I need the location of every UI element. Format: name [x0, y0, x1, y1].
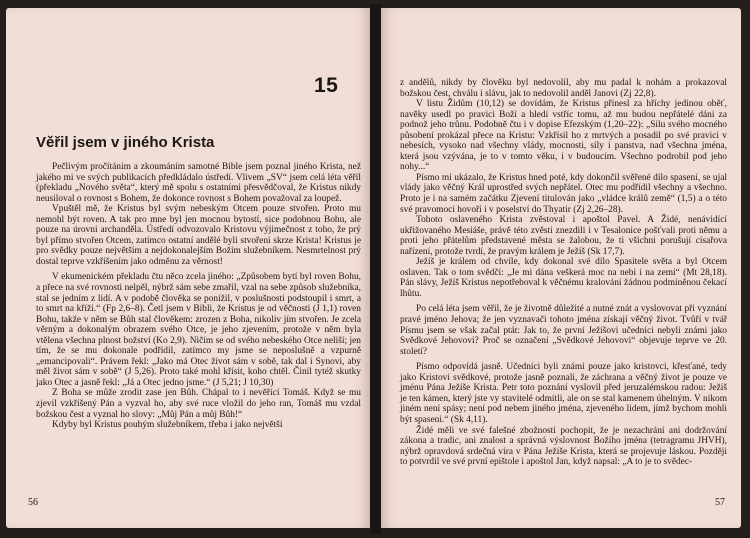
paragraph: Z Boha se může zrodit zase jen Bůh. Chápal to i nevěřící Tomáš. Když se mu zjevil vzkříšený Pán a vyzval ho, aby své ruce vložil do jeho ran, Tomáš mu vzdal božskou čest a vyznal ho slovy: „Můj Pán a můj Bůh!“ [36, 388, 361, 420]
left-page [6, 8, 370, 528]
page-number-right: 57 [715, 497, 725, 508]
paragraph: V listu Židům (10,12) se dovídám, že Kristus přinesl za hříchy jedinou oběť, navěky usedl po pravici Boží a hledí vstříc tomu, až mu budou nepřátelé dáni za podnož jeho trůnu. Podobně čtu i v dopise Efezským (1,20–22): „Silu svého mocného působení prokázal přece na Kristu: Vzkřísil ho z mrtvých a posadil po své pravici v nebesích, vysoko nad všechny vlády, mocnosti, síly i panstva, nad všechna jména, která jsou vzývána, je to v tomto věku, i v budoucím. Všechno podrobil pod jeho nohy...“ [400, 99, 727, 173]
book-gutter [370, 4, 381, 534]
right-page [381, 8, 741, 528]
paragraph: Ježíš je králem od chvíle, kdy dokonal své dílo Spasitele světa a byl Otcem oslaven. Tak o tom svědčí: „Je mi dána veškerá moc na nebi i na zemi“ (Mt 28,18). Pán slávy, Ježíš Kristus nepotřeboval k věčnému kralování žádnou podmíněnou čekací lhůtu. [400, 257, 727, 299]
paragraph: Židé měli ve své falešné zbožnosti pochopit, že je nezachrání ani dodržování zákona a tradic, ani znalost a správná výslovnost Božího jména (tetragramu JHVH), nýbrž opravdová srdečná víra v Pána Ježíše Krista, která se projevuje láskou. Později to potvrdil ve své první epištole i apoštol Jan, když napsal: „A to je to svědec- [400, 425, 727, 468]
page-number-left: 56 [28, 497, 38, 508]
paragraph: Kdyby byl Kristus pouhým služebníkem, třeba i jako největší [52, 420, 283, 431]
paragraph: V ekumenickém překladu čtu něco zcela jiného: „Způsobem bytí byl roven Bohu, a přece na své rovnosti nelpěl, nýbrž sám sebe zmařil, vzal na sebe způsob služebníka, stal se jedním z lidí. A v podobě člověka se ponížil, v poslušnosti podstoupil i smrt, a to smrt na kříži.“ (Fp 2,6–8). Četl jsem v Bibli, že Kristus je od věčnosti (J 1,1) roven Bohu, takže v něm se Bůh stal člověkem: zrozen z Boha, nikoliv jím stvořen. Je zcela věrným a dokonalým obrazem svého Otce, je jeho zjevením, protože v něm byla vtělena všechna plnost božství (Ko 2,9). Ničím se od svého nebeského Otce neliší; jen tím, že se mu dokonale podřídil, zatímco my jsme se neposlušně a vzpurně „emancipovali“. Právem řekl: „Jako má Otec život sám v sobě, tak dal i Synovi, aby měl život sám v sobě“ (J 5,26). Proto také mohl křísit, koho chtěl. Činil tytéž skutky jako Otec a jasně řekl: „Já a Otec jedno jsme.“ (J 5,21; J 10,30) [36, 272, 361, 388]
chapter-number: 15 [314, 74, 339, 97]
left-page-body [36, 162, 361, 431]
chapter-title: Věřil jsem v jiného Krista [36, 134, 215, 151]
right-page-body [400, 78, 727, 468]
paragraph: Po celá léta jsem věřil, že je životně důležité a nutné znát a vyslovovat při vyznání pravé jméno Jehova; že jen vyznavači tohoto jména získají věčný život. Tvůří v tvář Písmu jsem se však začal ptát: Jak to, že první Ježíšovi učedníci nebyli známi jako Svědkové Jehovovi? Proč se označení „Svědkové Jehovovi“ objevuje teprve ve 20. století? [400, 304, 727, 357]
paragraph: z andělů, nikdy by člověku byl nedovolil, aby mu padal k nohám a prokazoval božskou čest, chválu i slávu, jak to nedovolil anděl Janovi (Zj 22,8). [400, 78, 727, 99]
paragraph: Pečlivým pročítáním a zkoumáním samotné Bible jsem poznal jiného Krista, než jakého mi ve svých publikacích předkládalo ústředí. Vlivem „SV“ jsem celá léta věřil (překladu „Nového světa“, který mě spolu s ostatními přesvědčoval, že Kristus nikdy neusiloval o rovnost s Bohem, že dokonce rovnost s Bohem považoval za loupež. [36, 162, 361, 204]
paragraph: Tohoto oslaveného Krista zvěstoval i apoštol Pavel. A Židé, nenávidící ukřižovaného Mesiáše, právě této zvěsti znezdili i v Tesalonice pošťvali proti němu a proti jeho přátelům představené města se žalobou, že ti všichni porušují císařova nařízení, protože tvrdí, že pravým králem je Ježíš (Sk 17,7). [400, 215, 727, 257]
paragraph: Písmo odpovídá jasně. Učedníci byli známi pouze jako kristovci, křesťané, tedy jako Kristovi svědkové, protože jasně poznali, že záchrana a věčný život je pouze ve jménu Pána Ježíše Krista. Petr toto poznání vyslovil před jeruzalémskou radou: Ježíš je ten kámen, který jste vy stavitelé odmítli, ale on se stal kamenem úhelným. V nikom jiném není spásy; není pod nebem jiného jména, zjeveného lidem, jímž bychom mohli být spaseni.“ (Sk 4,11). [400, 362, 727, 425]
paragraph: Vpuštěl mě, že Kristus byl svým nebeským Otcem pouze stvořen. Proto mu nemohl být roven. A tak pro mne byl jen mocnou bytostí, sice podobnou Bohu, ale pouze na úrovni archanděla. Ústředí odvozovalo Kristovu výjimečnost z toho, že prý byl přímo stvořen Otcem, zatímco ostatní andělé byli stvořeni skrze Krista! Kristus je pro svědky pouze největším a nejdokonalejším Božím služebníkem. Nesmrtelnost prý dostal teprve vzkříšením jako odměnu za věrnost! [36, 204, 361, 267]
paragraph: Písmo mi ukázalo, že Kristus hned poté, kdy dokončil svěřené dílo spasení, se ujal vlády jako věčný Král uprostřed svých nepřátel. Otec mu podřídil všechny a všechno. Proto je i na samém začátku Zjevení titulován jako „vládce králů země“ (1,5) a o této své pravomoci hovoří i v poselství do Thyatir (Zj 2,26–28). [400, 172, 727, 215]
